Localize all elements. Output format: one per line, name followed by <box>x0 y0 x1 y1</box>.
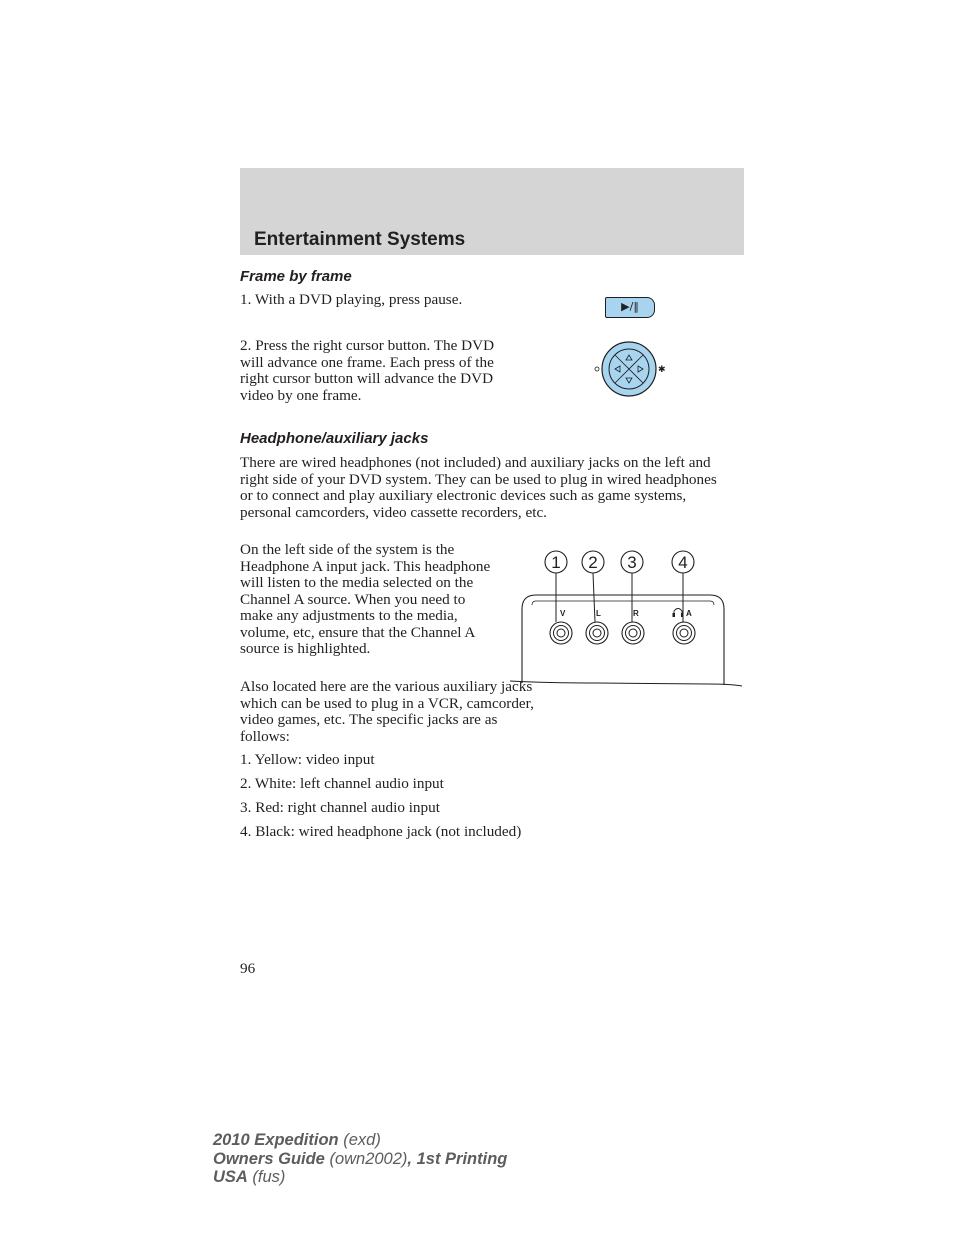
step-2-text: 2. Press the right cursor button. The DVD will advance one frame. Each press of the right cursor button will advance the DVD video by one frame. <box>240 337 495 404</box>
jack-panel-figure <box>508 545 748 690</box>
footer-market: USA <box>213 1168 248 1186</box>
jack-label-l: L <box>596 609 601 618</box>
jack-label-v: V <box>560 609 566 618</box>
cursor-pad-icon <box>594 340 674 400</box>
left-side-text: On the left side of the system is the Headphone A input jack. This headphone will listen to the media selected on the Channel A source. When you need to make any adjustments to the media, volume, etc, ensure that the Channel A source is highlighted. <box>240 541 491 657</box>
footer-line-3 <box>213 1168 507 1187</box>
jacks-intro-text: There are wired headphones (not included) and auxiliary jacks on the left and right side of your DVD system. They can be used to plug in wired headphones or to connect and play auxiliary electronic devices such as game systems, personal camcorders, video cassette recorders, etc. <box>240 454 717 521</box>
footer-model: 2010 Expedition <box>213 1131 339 1149</box>
play-pause-icon: ▶/‖ <box>621 300 639 313</box>
play-pause-button-icon <box>605 297 655 318</box>
svg-text:✱: ✱ <box>658 365 666 375</box>
also-located-text: Also located here are the various auxiliary jacks which can be used to plug in a VCR, camcorder, video games, etc. The specific jacks are as follows: <box>240 678 534 745</box>
footer-line-1 <box>213 1131 507 1150</box>
list-item-1: 1. Yellow: video input <box>240 751 375 768</box>
jack-left-audio <box>586 622 608 644</box>
list-item-4: 4. Black: wired headphone jack (not included) <box>240 823 522 840</box>
callout-3-label: 3 <box>627 553 637 572</box>
footer-market-code: (fus) <box>247 1168 286 1186</box>
jack-label-a: A <box>686 609 692 618</box>
footer-line-2 <box>213 1150 507 1169</box>
section-title: Entertainment Systems <box>254 229 466 250</box>
callout-3 <box>621 551 643 622</box>
jack-headphone <box>673 622 695 644</box>
callout-1-label: 1 <box>551 553 561 572</box>
heading-frame-by-frame: Frame by frame <box>240 268 352 285</box>
footer-guide: Owners Guide <box>213 1149 325 1168</box>
jack-video <box>550 622 572 644</box>
jack-right-audio <box>622 622 644 644</box>
list-item-3: 3. Red: right channel audio input <box>240 799 440 816</box>
section-header <box>240 168 744 255</box>
footer-guide-code: (own2002) <box>324 1149 408 1168</box>
jack-label-r: R <box>633 609 639 618</box>
callout-2-label: 2 <box>588 553 598 572</box>
list-item-2: 2. White: left channel audio input <box>240 775 444 792</box>
heading-headphone-jacks: Headphone/auxiliary jacks <box>240 430 429 447</box>
footer-printing: , 1st Printing <box>407 1149 508 1168</box>
footer-model-code: (exd) <box>338 1131 381 1149</box>
step-1-text: 1. With a DVD playing, press pause. <box>240 291 463 308</box>
footer <box>213 1131 507 1187</box>
headphone-icon <box>673 609 684 618</box>
callout-4-label: 4 <box>678 553 688 572</box>
page-number: 96 <box>240 960 256 977</box>
